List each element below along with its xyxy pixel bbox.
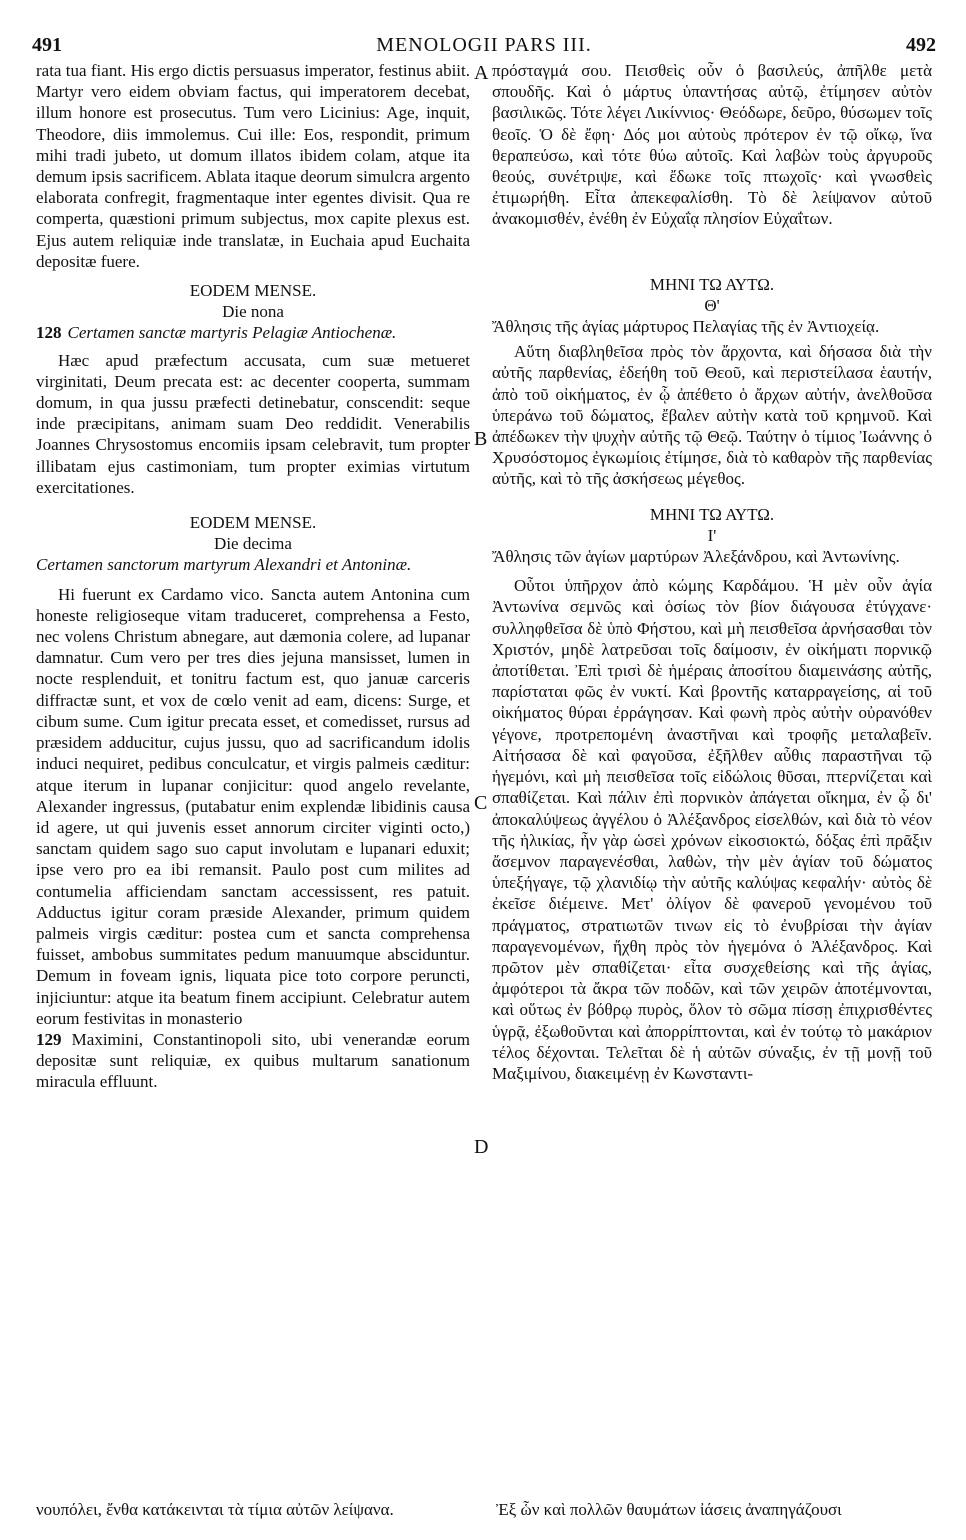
latin-entry-body-1: Hæc apud præfectum accusata, cum suæ metueret virginitati, Deum precata est: ac decenter cooperta, summam domum, in qua jussu præfecti detinebatur, conscendit: seque inde præcipitans, animam suam Deo reddidit. Venerabilis Joannes Chrysostomus encomiis ipsam celebravit, tum propter illibatam ejus castimoniam, tum propter eximias virtutum exercitationes.	[36, 350, 470, 497]
greek-day-heading-1: Θ'	[704, 295, 720, 315]
latin-footer-greek-line: νουπόλει, ἔνθα κατάκεινται τὰ τίμια αὐτῶν λείψανα.	[36, 1500, 394, 1519]
latin-day-heading-1: Die nona	[222, 302, 284, 322]
left-page-number: 491	[32, 34, 62, 56]
latin-entry-title-1-text: Certamen sanctæ martyris Pelagiæ Antiochenæ.	[67, 323, 397, 343]
margin-letter-a: A	[474, 62, 489, 84]
margin-letter-c: C	[474, 792, 488, 814]
latin-entry-title-2: Certamen sanctorum martyrum Alexandri et Antoninæ.	[36, 555, 412, 575]
latin-entry-title-1	[36, 322, 470, 343]
greek-entry-body-2: Οὗτοι ὑπῆρχον ἀπὸ κώμης Καρδάμου. Ἡ μὲν οὖν ἁγία Ἀντωνίνα σεμνῶς καὶ ὁσίως τὸν βίον διάγουσα ἐτύγχανε· συλληφθεῖσα δὲ ὑπὸ Φήστου, καὶ μὴ πεισθεῖσα ἀρνήσασθαι τὸν Χριστόν, μηδὲ λατρεῦσαι τοῖς δαίμοσιν, ἐν οἰκήματι πορνικῷ ἀποτίθεται. Ἐπὶ τρισὶ δὲ ἡμέραις ἀποσίτου διαμεινάσης αὐτῆς, παρίσταται φῶς ἐν νυκτί. Καὶ βροντῆς καταρραγείσης, αἱ τοῦ οἰκήματος θύραι ἐρράγησαν. Καὶ φωνὴ πρὸς αὐτὴν οὐρανόθεν γέγονε, προτρεπομένη ἀναστῆναι καὶ τροφῆς μεταλαβεῖν. Αἰτήσασα δὲ καὶ φαγοῦσα, ἐξῆλθεν αὖθις παραστῆναι τῷ ἡγεμόνι, καὶ μὴ πεισθεῖσα τοῖς εἰδώλοις θῦσαι, πτερνίζεται καὶ σπαθίζεται. Καὶ πάλιν ἐπὶ πορνικὸν ἀπάγεται οἴκημα, ἐν ᾧ δι' ἀποκαλύψεως ἀγγέλου ὁ Ἀλέξανδρος εἰσελθών, καὶ διὰ τὸ νέον τῆς ἡλικίας, ἦν γὰρ ὡσεὶ χρόνων εἰκοσιοκτώ, δόξας ἐπὶ πρᾶξιν ἄσεμνον παραγενέσθαι, λαθὼν, τὴν μὲν ἁγίαν τοῦ δώματος ὑπεξήγαγε, τῷ χλανιδίῳ τὴν αὐτῆς καλύψας κεφαλήν· αὐτὸς δὲ ἐκεῖσε διέμεινε. Μετ' ὀλίγον δὲ φανεροῦ γενομένου τοῦ πράγματος, στρατιωτῶν τινων εἰς τὸ ἐνυβρίσαι τὴν ἁγίαν παραγενομένων, ἤχθη πρὸς τὸν ἡγεμόνα ὁ Ἀλέξανδρος. Καὶ πρῶτον μὲν σπαθίζεται· εἶτα συσχεθείσης καὶ τῆς ἁγίας, ἀμφότεροι τὰ ἄκρα τῶν ποδῶν, καὶ τῶν χειρῶν ἀποτέμνονται, καὶ οὕτως ἐν βόθρῳ πυρὸς, ὅλον τὸ σῶμα πίσσῃ ἐπιχρισθέντες ὑγρᾷ, ἐξωθοῦνται καὶ ἀπορρίπτονται, καὶ ἐν τούτῳ τὸ μακάριον τέλος δέχονται. Τελεῖται δὲ ἡ αὐτῶν σύναξις, ἐν τῇ μονῇ τοῦ Μαξιμίνου, διακειμένῃ ἐν Κωνσταντι-	[492, 576, 932, 1083]
entry-number-129: 129	[36, 1029, 62, 1049]
greek-footer-line: Ἐξ ὧν καὶ πολλῶν θαυμάτων ἰάσεις ἀναπηγάζουσι	[496, 1500, 842, 1519]
latin-closing-paragraph	[36, 1029, 470, 1093]
greek-month-heading-1: ΜΗΝΙ ΤΩ ΑΥΤΩ.	[649, 274, 775, 294]
greek-month-heading-2: ΜΗΝΙ ΤΩ ΑΥΤΩ.	[649, 504, 775, 524]
latin-closing-text: Maximini, Constantinopoli sito, ubi venerandæ eorum depositæ sunt reliquiæ, ex quibus multarum sanationum miracula effluunt.	[36, 1029, 470, 1092]
margin-letter-b: B	[474, 428, 488, 450]
right-page-number: 492	[906, 34, 936, 56]
greek-opening-paragraph: πρόσταγμά σου. Πεισθεὶς οὖν ὁ βασιλεύς, ἀπῆλθε μετὰ σπουδῆς. Καὶ ὁ μάρτυς ὑπαντήσας αὐτῷ, ἐτίμησεν αὐτὸν βασιλικῶς. Τότε λέγει Λικίννιος· Θεόδωρε, δεῦρο, θύσωμεν τοῖς θεοῖς. Ὁ δὲ ἔφη· Δός μοι αὐτοὺς πρότερον ἐν τῷ οἴκῳ, ἵνα θεραπεύσω, καὶ τότε θύω αὐτοῖς. Καὶ λαβὼν τοὺς ἀργυροῦς θεούς, συνέτριψε, καὶ ἔδωκε τοῖς πτωχοῖς· καὶ γνωσθεὶς ἐτιμωρήθη. Εἶτα ἀπεκεφαλίσθη. Τὸ δὲ λείψανον αὐτοῦ ἀνακομισθέν, ἐνέθη ἐν Εὐχαΐᾳ πλησίον Εὐχαΐτων.	[492, 61, 932, 229]
greek-entry-title-2: Ἄθλησις τῶν ἁγίων μαρτύρων Ἀλεξάνδρου, καὶ Ἀντωνίνης.	[492, 547, 900, 567]
latin-entry-body-2: Hi fuerunt ex Cardamo vico. Sancta autem Antonina cum honeste religioseque vitam traduceret, comprehensa a Festo, nec volens Christum abnegare, aut dæmonia colere, ad lupanar damnatur. Cum vero per tres dies jejuna mansisset, lumen in nocte resplenduit, et tonitru factum est, quo januæ carceris diffractæ sunt, et vox de cœlo venit ad eam, dicens: Surge, et cibum sume. Cum igitur precata esset, et comedisset, rursus ad præsidem adducitur, cujus jussu, quo ad sacrificandum idolis induci nequiret, pedibus conculcatur, et virgis palmeis cæditur: atque iterum in lupanar conjicitur: quod angelo revelante, Alexander ingressus, (putabatur enim explendæ libidinis causa id agere, ut qui juvenis esset annorum circiter viginti octo,) sanctam quidem sago suo caput involutam e lupanari eduxit; ipse vero pro ea ibi remansit. Paulo post cum milites ad contumelia afficiendam sanctam accessissent, res patuit. Adductus igitur coram præside Alexander, primum quidem palmeis virgis cæditur: postea cum et sancta comprehensa fuisset, ambobus summitates pedum manuumque absciduntur. Demum in foveam ignis, liquata pice toto corpore peruncti, injiciuntur: atque ita beatum finem accipiunt. Celebratur autem eorum festivitas in monasterio	[36, 584, 470, 1028]
greek-entry-body-1: Αὕτη διαβληθεῖσα πρὸς τὸν ἄρχοντα, καὶ δήσασα διὰ τὴν αὐτῆς παρθενίας, ἐδεήθη τοῦ Θεοῦ, καὶ περιστείλασα ἑαυτήν, ἀπὸ τοῦ οἰκήματος, ἐν ᾧ ἀπέθετο ὁ ἄρχων αὐτήν, ἀνελθοῦσα ὑπεράνω τοῦ δώματος, ἔβαλεν αὐτὴν κατὰ τοῦ κρημνοῦ. Καὶ ἀπέδωκεν τὴν ψυχὴν αὐτῆς τῷ Θεῷ. Ταύτην ὁ τίμιος Ἰωάννης ὁ Χρυσόστομος ἐγκωμίοις ἐτίμησε, διὰ τὸ καθαρὸν τῆς παρθενίας αὐτῆς, καὶ τὸ τῆς ἀσκήσεως μέγεθος.	[492, 342, 932, 489]
greek-entry-title-1: Ἄθλησις τῆς ἁγίας μάρτυρος Πελαγίας τῆς ἐν Ἀντιοχείᾳ.	[492, 317, 880, 337]
latin-day-heading-2: Die decima	[214, 534, 292, 554]
latin-column	[36, 60, 470, 1093]
greek-column	[492, 60, 932, 1084]
latin-month-heading-1: EODEM MENSE.	[189, 281, 317, 301]
margin-letter-d: D	[474, 1136, 489, 1158]
greek-day-heading-2: Ι'	[707, 525, 717, 545]
latin-opening-paragraph: rata tua fiant. His ergo dictis persuasus imperator, festinus abiit. Martyr vero eidem obviam factus, qui imperatorem decebat, illum honore est prosecutus. Tum vero Licinius: Age, inquit, Theodore, diis immolemus. Cui ille: Eos, respondit, primum mihi tradi jubeto, ut domum illatos ibidem colam, atque ita demum ipsis sacrificem. Ablata itaque deorum simulcra argento elaborata confregit, fragmentaque inter egentes divisit. Qua re comperta, quæstioni primum subjectus, mox capite plexus est. Ejus autem reliquiæ inde translatæ, in Euchaia apud Euchaita depositæ fuere.	[36, 61, 471, 271]
running-title: MENOLOGII PARS III.	[376, 34, 592, 56]
entry-number-128: 128	[36, 323, 62, 343]
latin-month-heading-2: EODEM MENSE.	[189, 513, 317, 533]
